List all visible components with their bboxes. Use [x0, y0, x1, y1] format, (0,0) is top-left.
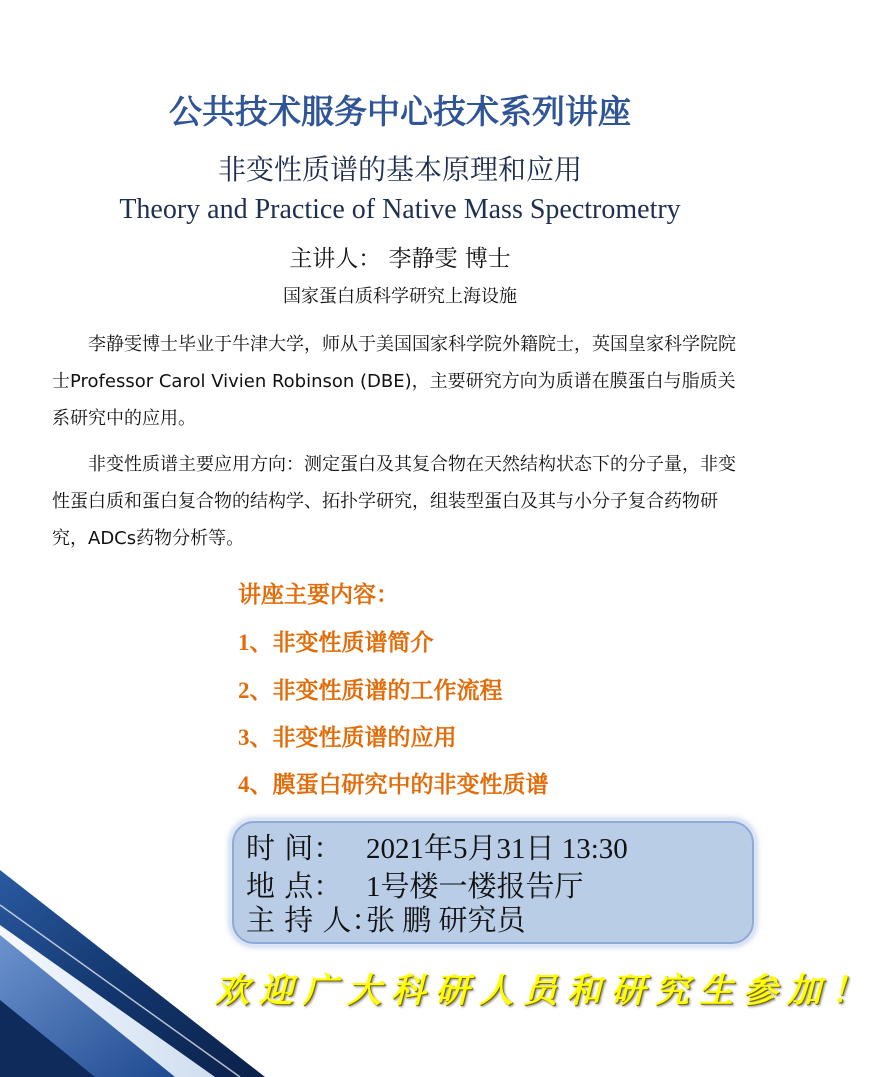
- outline-item-text: 、非变性质谱的工作流程: [249, 678, 503, 704]
- outline-item-text: 、非变性质谱简介: [249, 630, 434, 656]
- outline-item-number: 4: [238, 772, 250, 797]
- outline-item-number: 1: [238, 630, 250, 655]
- place-label: 地 点：: [246, 869, 343, 903]
- outline-heading: 讲座主要内容：: [238, 582, 399, 608]
- host-label: 主 持 人：: [246, 903, 381, 937]
- subtitle-chinese: 非变性质谱的基本原理和应用: [217, 153, 582, 186]
- outline-item-4: [238, 766, 549, 799]
- welcome-banner: 欢迎广大科研人员和研究生参加！: [215, 971, 875, 1011]
- bio-paragraph: 李静雯博士毕业于牛津大学，师从于美国国家科学院外籍院士，英国皇家科学院院士Professor Carol Vivien Robinson (DBE)，主要研究方向为质谱在膜蛋白与脂质关系研究中的应用。: [52, 334, 736, 429]
- time-label: 时 间：: [246, 831, 343, 865]
- place-row: [246, 869, 584, 904]
- outline-item-number: 2: [238, 678, 250, 703]
- place-value: 1号楼一楼报告厅: [366, 871, 584, 903]
- host-row: [246, 903, 526, 938]
- outline-item-text: 、非变性质谱的应用: [249, 725, 457, 751]
- subtitle-english: Theory and Practice of Native Mass Spectrometry: [119, 194, 681, 225]
- outline-item-number: 3: [238, 725, 250, 750]
- application-paragraph: 非变性质谱主要应用方向：测定蛋白及其复合物在天然结构状态下的分子量，非变性蛋白质和蛋白复合物的结构学、拓扑学研究，组装型蛋白及其与小分子复合药物研究，ADCs药物分析等。: [52, 454, 736, 549]
- outline-item-text: 、膜蛋白研究中的非变性质谱: [249, 772, 549, 798]
- speaker-line: 主讲人： 李静雯 博士: [289, 246, 511, 272]
- outline-item-3: [238, 719, 457, 752]
- page-title: 公共技术服务中心技术系列讲座: [169, 92, 631, 131]
- speaker-affiliation: 国家蛋白质科学研究上海设施: [283, 286, 517, 307]
- event-info-box: [232, 821, 754, 944]
- time-value: 2021年5月31日 13:30: [366, 833, 628, 865]
- outline-item-2: [238, 672, 503, 705]
- outline-item-1: [238, 624, 434, 657]
- time-row: [246, 831, 628, 866]
- host-value: 张 鹏 研究员: [366, 905, 526, 937]
